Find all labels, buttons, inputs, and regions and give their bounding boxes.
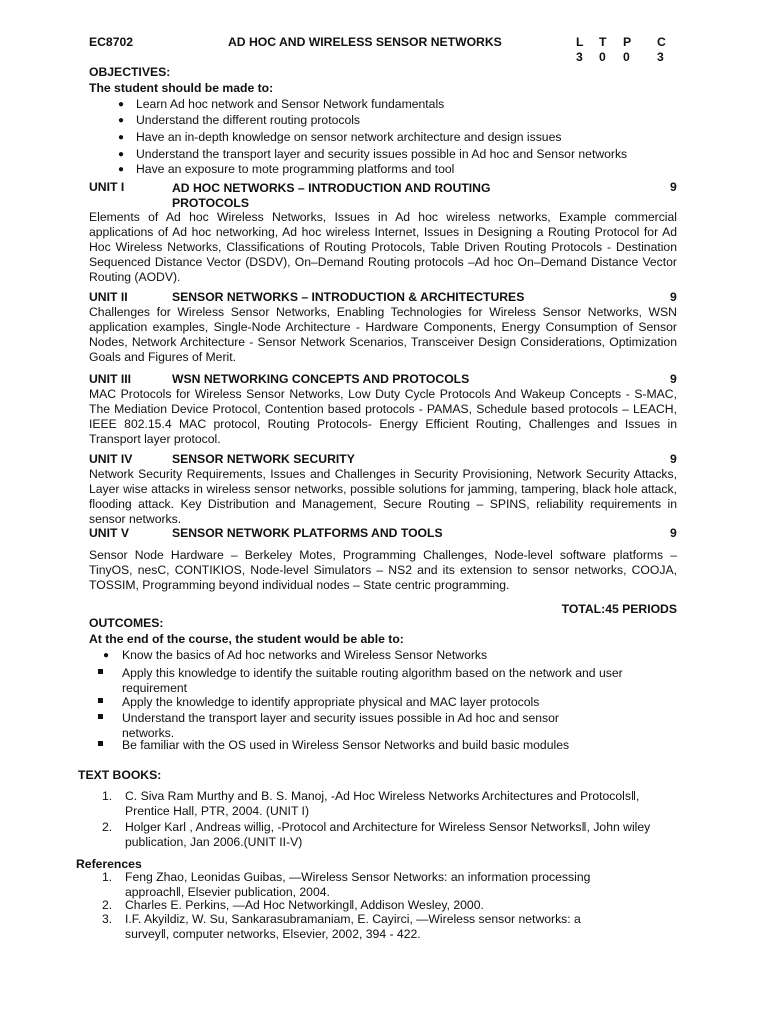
outcome-item: Apply this knowledge to identify the suitable routing algorithm based on the network and user requirement xyxy=(122,666,623,695)
unit-hours: 9 xyxy=(670,372,677,386)
outcome-item: Apply the knowledge to identify appropriate physical and MAC layer protocols xyxy=(122,695,540,709)
objective-item: Have an exposure to mote programming platforms and tool xyxy=(136,162,455,176)
reference-number: 2. xyxy=(102,898,113,912)
ltpc-value-p: 0 xyxy=(623,50,630,64)
text-book-citation: Holger Karl , Andreas willig, ‐Protocol and Architecture for Wireless Sensor Networks‖, John wiley xyxy=(125,820,651,834)
outcomes-intro: At the end of the course, the student would be able to: xyxy=(89,632,404,646)
reference-citation-continued: survey‖, computer networks, Elsevier, 2002, 394 - 422. xyxy=(125,927,421,941)
unit-description: Challenges for Wireless Sensor Networks, Enabling Technologies for Wireless Sensor Networks, WSN application examples, Single-Node Architecture - Hardware Components, Energy Consumption of Sensor Nodes, Network Architecture - Sensor Network Scenarios, Transceiver Design Considerations, Optimization Goals and Figures of Merit. xyxy=(89,305,677,364)
unit-title: WSN NETWORKING CONCEPTS AND PROTOCOLS xyxy=(172,372,470,386)
unit-description: Elements of Ad hoc Wireless Networks, Issues in Ad hoc wireless networks, Example commercial applications of Ad hoc networking, Ad hoc wireless Internet, Issues in Designing a Routing Protocol for Ad Hoc Wireless Networks, Classifications of Routing Protocols, Table Driven Routing Protocols - Destination Sequenced Distance Vector (DSDV), On–Demand Routing protocols –Ad hoc On–Demand Distance Vector Routing (AODV). xyxy=(89,210,677,284)
unit-title-continued: PROTOCOLS xyxy=(172,196,249,210)
outcome-item: Understand the transport layer and security issues possible in Ad hoc and sensor networks. xyxy=(122,711,559,740)
course-code: EC8702 xyxy=(89,35,134,49)
ltpc-value-t: 0 xyxy=(599,50,606,64)
unit-title: SENSOR NETWORK PLATFORMS AND TOOLS xyxy=(172,526,443,540)
references-heading: References xyxy=(76,857,142,871)
ltpc-value-c: 3 xyxy=(657,50,664,64)
text-book-number: 2. xyxy=(102,820,113,834)
unit-description: MAC Protocols for Wireless Sensor Networks, Low Duty Cycle Protocols And Wakeup Concepts - S-MAC, The Mediation Device Protocol, Contention based protocols - PAMAS, Schedule based protocols – LEACH, IEEE 802.15.4 MAC protocol, Routing Protocols- Energy Efficient Routing, Challenges and Issues in Transport layer protocol. xyxy=(89,387,677,446)
objective-item: Have an in-depth knowledge on sensor network architecture and design issues xyxy=(136,130,562,144)
unit-hours: 9 xyxy=(670,180,677,194)
unit-description: Network Security Requirements, Issues and Challenges in Security Provisioning, Network Security Attacks, Layer wise attacks in wireless sensor networks, possible solutions for jamming, tampering, black hole attack, flooding attack. Key Distribution and Management, Secure Routing – SPINS, reliability requirements in sensor networks. xyxy=(89,467,677,526)
bullet-icon: ● xyxy=(118,132,125,143)
text-book-citation-continued: publication, Jan 2006.(UNIT II-V) xyxy=(125,835,303,849)
bullet-icon: ● xyxy=(118,99,125,110)
outcome-item: Be familiar with the OS used in Wireless Sensor Networks and build basic modules xyxy=(122,738,570,752)
objective-item: Understand the transport layer and security issues possible in Ad hoc and Sensor networks xyxy=(136,147,628,161)
square-bullet-icon xyxy=(98,714,103,719)
unit-label: UNIT III xyxy=(89,372,131,386)
square-bullet-icon xyxy=(98,669,103,674)
outcomes-heading: OUTCOMES: xyxy=(89,616,164,630)
text-book-citation: C. Siva Ram Murthy and B. S. Manoj, ‐Ad Hoc Wireless Networks Architectures and Protocols‖, xyxy=(125,789,640,803)
text-books-heading: TEXT BOOKS: xyxy=(78,768,162,782)
objective-item: Understand the different routing protocols xyxy=(136,113,361,127)
unit-title: SENSOR NETWORKS – INTRODUCTION & ARCHITECTURES xyxy=(172,290,525,304)
unit-label: UNIT I xyxy=(89,180,125,194)
reference-citation: I.F. Akyildiz, W. Su, Sankarasubramaniam, E. Cayirci, ―Wireless sensor networks: a xyxy=(125,912,581,926)
bullet-icon: ● xyxy=(118,164,125,175)
unit-title: AD HOC NETWORKS – INTRODUCTION AND ROUTING xyxy=(172,181,491,195)
bullet-icon: ● xyxy=(103,650,110,661)
objectives-heading: OBJECTIVES: xyxy=(89,65,171,79)
text-book-citation-continued: Prentice Hall, PTR, 2004. (UNIT I) xyxy=(125,804,309,818)
unit-label: UNIT II xyxy=(89,290,128,304)
reference-citation: Feng Zhao, Leonidas Guibas, ―Wireless Sensor Networks: an information processing xyxy=(125,870,591,884)
unit-label: UNIT IV xyxy=(89,452,133,466)
unit-title: SENSOR NETWORK SECURITY xyxy=(172,452,355,466)
ltpc-label-l: L xyxy=(576,35,584,49)
ltpc-label-c: C xyxy=(657,35,666,49)
ltpc-label-p: P xyxy=(623,35,632,49)
unit-label: UNIT V xyxy=(89,526,129,540)
reference-citation-continued: approach‖, Elsevier publication, 2004. xyxy=(125,885,330,899)
square-bullet-icon xyxy=(98,698,103,703)
reference-number: 3. xyxy=(102,912,113,926)
reference-number: 1. xyxy=(102,870,113,884)
ltpc-value-l: 3 xyxy=(576,50,583,64)
reference-citation: Charles E. Perkins, ―Ad Hoc Networking‖, Addison Wesley, 2000. xyxy=(125,898,484,912)
unit-hours: 9 xyxy=(670,526,677,540)
text-book-number: 1. xyxy=(102,789,113,803)
objectives-intro: The student should be made to: xyxy=(89,81,274,95)
bullet-icon: ● xyxy=(118,149,125,160)
ltpc-label-t: T xyxy=(599,35,607,49)
outcome-item: Know the basics of Ad hoc networks and Wireless Sensor Networks xyxy=(122,648,488,662)
bullet-icon: ● xyxy=(118,115,125,126)
unit-description: Sensor Node Hardware – Berkeley Motes, Programming Challenges, Node-level software platforms – TinyOS, nesC, CONTIKIOS, Node-level Simulators – NS2 and its extension to sensor networks, COOJA, TOSSIM, Programming beyond individual nodes – State centric programming. xyxy=(89,548,677,592)
objective-item: Learn Ad hoc network and Sensor Network fundamentals xyxy=(136,97,445,111)
course-title: AD HOC AND WIRELESS SENSOR NETWORKS xyxy=(228,35,502,49)
unit-hours: 9 xyxy=(670,290,677,304)
square-bullet-icon xyxy=(98,741,103,746)
unit-hours: 9 xyxy=(670,452,677,466)
total-periods: TOTAL:45 PERIODS xyxy=(561,602,677,616)
